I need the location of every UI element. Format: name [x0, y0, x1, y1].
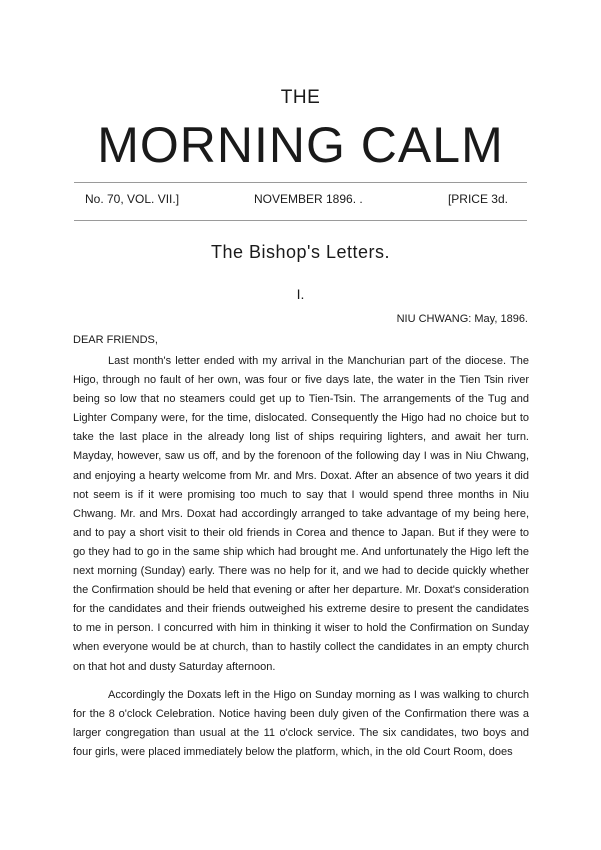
paragraph-text: Last month's letter ended with my arrival in the Manchurian part of the diocese. The Higo, through no fault of her own, was four or five days late, the water in the Tien Tsin river being so low that no steamers could get up to Tien-Tsin. The arrangements of the Tug and Lighter Company were, for the time, dislocated. Consequently the Higo had no choice but to take the last place in the already long list of ships requiring lighters, and await her turn. Mayday, however, saw us off, and by the forenoon of the following day I was in Niu Chwang, and enjoying a hearty welcome from Mr. and Mrs. Doxat. After an absence of two years it did not seem is if it were promising too much to say that I would spend three months in Niu Chwang. Mr. and Mrs. Doxat had accordingly arranged to take advantage of my being here, and to pay a short visit to their old friends in Corea and thence to Japan. But if they were to go they had to go in the same ship which had brought me. And unfortunately the Higo left the next morning (Sunday) early. There was no help for it, and we had to decide quickly whether the Confirmation should be held that evening or after her departure. Mr. Doxat's consideration for the candidates and their friends outweighed his extreme desire to present the candidates to me in person. I concurred with him in thinking it wiser to hold the Confirmation on Sunday when everyone would be at church, than to hastily collect the candidates in an empty church on that hot and dusty Saturday afternoon.	[73, 355, 529, 673]
article-title: The Bishop's Letters.	[210, 242, 391, 262]
masthead-rule-bottom	[74, 220, 527, 221]
masthead-the: THE	[280, 87, 321, 108]
masthead-rule-top	[74, 182, 527, 183]
salutation: DEAR FRIENDS,	[73, 334, 158, 346]
issue-price: [PRICE 3d.	[447, 192, 508, 206]
paragraph-text: Accordingly the Doxats left in the Higo on Sunday morning as I was walking to church for the 8 o'clock Celebration. Notice having been duly given of the Confirmation there was a larger congregation than usual at the 11 o'clock service. The six candidates, two boys and four girls, were placed immediately below the platform, which, in the old Court Room, does	[73, 689, 529, 759]
dateline: NIU CHWANG: May, 1896.	[396, 313, 528, 325]
body-paragraph	[73, 686, 529, 762]
body-paragraph	[73, 352, 529, 677]
masthead-title: MORNING CALM	[97, 117, 504, 173]
section-number: I.	[296, 286, 305, 302]
issue-number: No. 70, VOL. VII.]	[85, 192, 180, 206]
issue-date: NOVEMBER 1896. .	[254, 192, 363, 206]
